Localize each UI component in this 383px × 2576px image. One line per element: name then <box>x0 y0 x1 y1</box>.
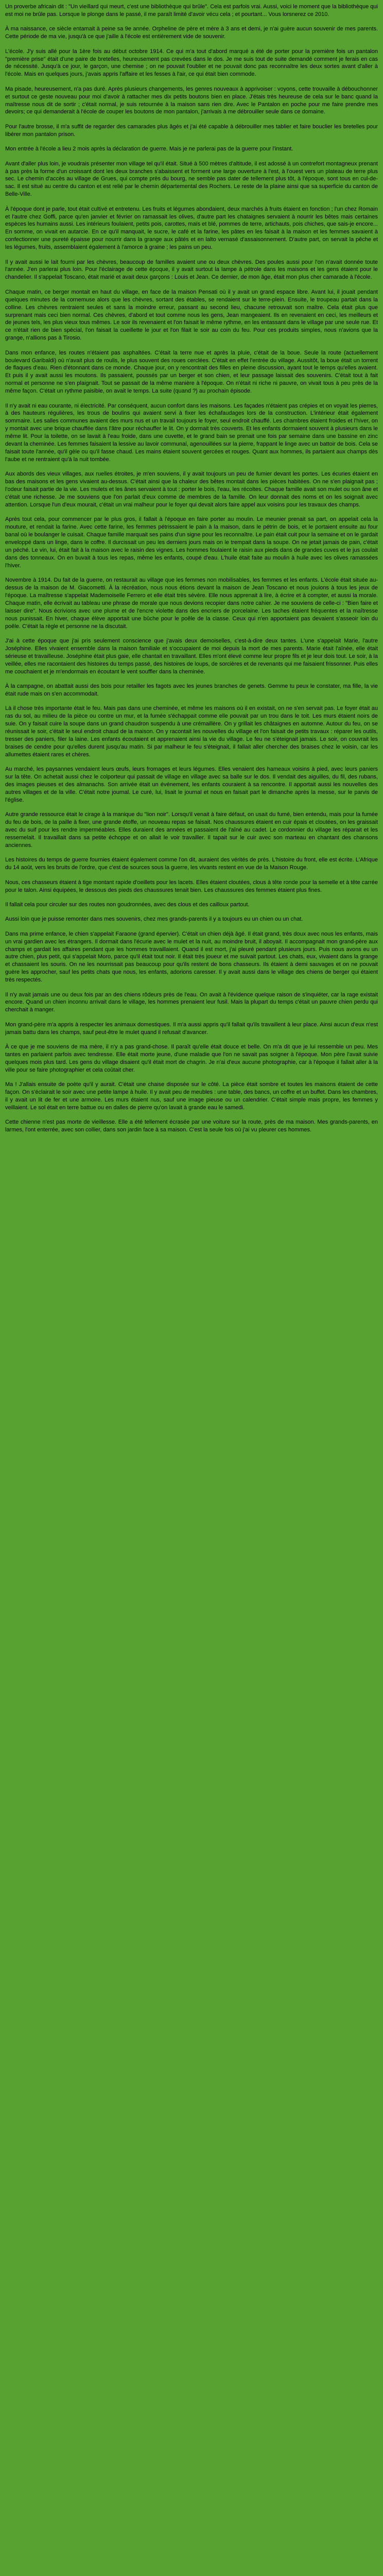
paragraph: Au marché, les paysannes vendaient leurs œufs, leurs fromages et leurs légumes. Elles venaient des hameaux voisins à pied, avec leurs paniers sur la tête. On achetait aussi chez le colporteur qui passait de village en village avec sa balle sur le dos. Il vendait des aiguilles, du fil, des rubans, des images pieuses et des almanachs. Son arrivée était un événement, les enfants couraient à sa rencontre. Il apportait aussi les nouvelles des autres villages et de la ville. C'était notre journal. Le curé, lui, lisait le journal et nous en faisait part le dimanche après la messe, sur le parvis de l'église. <box>5 766 378 803</box>
paragraph: Cette chienne n'est pas morte de vieillesse. Elle a été tellement écrasée par une voiture sur la route, près de ma maison. Mes grands-parents, en larmes, l'ont enterrée, avec son collier, dans son jardin face à sa maison. C'est la seule fois où j'ai vu pleurer ces hommes. <box>5 1119 378 1133</box>
paragraph: Il n'y avait jamais une ou deux fois par an des chiens rôdeurs près de l'eau. On avait à l'évidence quelque raison de s'inquiéter, car la rage existait encore. Quand un chien inconnu arrivait dans le village, les hommes prenaient leur fusil. Mais la plupart du temps c'était un pauvre chien perdu qui cherchait à manger. <box>5 991 378 1013</box>
paragraph: Dans ma prime enfance, le chien s'appelait Faraone (grand épervier). C'était un chien déjà âgé. Il était grand, très doux avec nous les enfants, mais un vrai gardien avec les étrangers. Il dormait dans l'écurie avec le mulet et la nuit, au moindre bruit, il aboyait. Il accompagnait mon grand-père aux champs et gardait les affaires pendant que les hommes travaillaient. Quand il est mort, j'ai pleuré pendant plusieurs jours. Puis nous avons eu un autre chien, plus petit, qui s'appelait Moro, parce qu'il était tout noir. Il était très joueur et me suivait partout. Les chats, eux, vivaient dans la grange et chassaient les souris. On ne les nourrissait pas beaucoup pour qu'ils restent de bons chasseurs. Ils étaient à demi sauvages et on ne pouvait guère les approcher, sauf les petits chats que nous, les enfants, adorions caresser. Il y avait aussi dans le village des chiens de berger qui étaient très respectés. <box>5 930 378 984</box>
paragraph: À l'époque dont je parle, tout était cultivé et entretenu. Les fruits et légumes abondaient, deux marchés à fruits étaient en fonction ; l'un chez Romain et l'autre chez Goffi, parce qu'en janvier et février on ramassait les olives, d'autre part les chataignes servaient à nourrir les bêtes mais certaines espèces les humains aussi. Les intérieurs foulaient, petits pois, carottes, maïs et blé, pommes de terre, artichauts, pois chiches, que sais-je encore... En somme, on vivait en autarcie. En ce qu'il manquait, le sucre, le café et la farine, les pâtes en les faisait à la maison et les femmes savaient à confectionner une pureté épaisse pour nourrir dans la grange aux pâtés et en lalto vernasé d'assaisonnement. D'autre part, on servait la pêche et les légumes, fruits, assemblaient également à l'amorce à graine ; les pains un peu. <box>5 206 378 251</box>
paragraph: À ce que je me souviens de ma mère, il n'y a pas grand-chose. Il paraît qu'elle était douce et belle. On m'a dit que je lui ressemble un peu. Mes tantes en parlaient parfois avec tendresse. Elle était morte jeune, d'une maladie que l'on ne savait pas soigner à l'époque. Mon père l'avait suivie quelques mois plus tard. Les gens du village disaient qu'il était mort de chagrin. Je n'ai d'eux aucune photographie, car à l'époque il fallait aller à la ville pour se faire photographier et cela coûtait cher. <box>5 1044 378 1073</box>
paragraph: Aux abords des vieux villages, aux ruelles étroites, je m'en souviens, il y avait toujours un peu de fumier devant les portes. Les écuries étaient en bas des maisons et les gens vivaient au-dessus. C'était ainsi que la chaleur des bêtes montait dans les pièces habitées. On ne s'en plaignait pas ; l'odeur faisait partie de la vie. Les mulets et les ânes servaient à tout : porter le bois, l'eau, les récoltes. Chaque famille avait son mulet ou son âne et c'était une richesse. Je me souviens que l'on parlait d'eux comme de membres de la famille. On leur donnait des noms et on les soignait avec attention. Lorsque l'un d'eux mourait, c'était un vrai malheur pour le foyer qui devait alors faire appel aux voisins pour les travaux des champs. <box>5 471 378 508</box>
paragraph: Autre grande ressource était le cirage à la manique du "lion noir". Lorsqu'il venait à faire défaut, on usait du fumé, bien entendu, mais pour la fumée du feu de bois, de la paille à fixer, une grande étoffe, un nouveau repas se faisait. Nos chaussures étaient en cuir épais et cloutées, on les graissait avec du suif pour les rendre imperméables. Elles duraient des années et passaient de l'aîné au cadet. Le cordonnier du village les réparait et les ressemelait. Il travaillait dans sa petite échoppe et on allait le voir travailler. Il tapait sur le cuir avec son marteau en chantant des chansons anciennes. <box>5 811 378 849</box>
paragraph: J'ai à cette époque que j'ai pris seulement conscience que j'avais deux demoiselles, c'est-à-dire deux tantes. L'une s'appelait Marie, l'autre Joséphine. Elles vivaient ensemble dans la maison familiale et s'occupaient de moi depuis la mort de mes parents. Marie était l'aînée, elle était sérieuse et travailleuse. Joséphine était plus gaie, elle chantait en travaillant. Elles m'ont élevé comme leur propre fils et je leur dois tout. Le soir, à la veillée, elles me racontaient des histoires du temps passé, des histoires de loups, de sorcières et de revenants qui me faisaient frissonner. Puis elles me couchaient et je m'endormais en écoutant le vent souffler dans la cheminée. <box>5 638 378 675</box>
paragraph: Nous, ces chasseurs étaient à tige montant rapide d'oeillets pour les lacets. Elles étaient cloutées, clous à tête ronde pour la semelle et à tête carrée pour le talon. Ainsi équipées, le dessous des pieds des chaussures tenait bien. Les chaussures des femmes étaient plus fines. <box>5 879 378 893</box>
paragraph: Avant d'aller plus loin, je voudrais présenter mon village tel qu'il était. Situé à 500 mètres d'altitude, il est adossé à un contrefort montagneux prenant à pas près la forme d'un croissant dont les deux branches s'abaissent et forment une large ouverture à l'est, à l'ouest vers un plateau de terre plus sec. Le chemin d'accès au village de Grues, qui compte près du bourg, ne semble pas dater de tellement plus tôt, à l'époque, sont tous en cul-de-sac. Il est situé au centre du canton et est relié par le chemin départemental des Rochers. Le reste de la plaine ainsi que sa superficie du canton de Belle-Ville. <box>5 160 378 198</box>
paragraph: Un proverbe africain dit : "Un vieillard qui meurt, c'est une bibliothèque qui brûle". Cela est parfois vrai. Aussi, voici le moment que la bibliothèque qui est moi ne brûle pas. Lorsque le plonge dans le passé, il me paraît limité d'avoir vécu cela ; et pourtant... Vous lorsnerez ce 2010. <box>5 4 378 18</box>
paragraph: Mon grand-père m'a appris à respecter les animaux domestiques. Il m'a aussi appris qu'il fallait qu'ils travaillent à leur place. Ainsi aucun d'eux n'est jamais battu dans les champs, sauf peut-être le mulet quand il refusait d'avancer. <box>5 1021 378 1036</box>
paragraph: Là il chose très importante était le feu. Mais pas dans une cheminée, et même les maisons où il en existait, on ne s'en servait pas. Le foyer était au ras du sol, au milieu de la pièce ou contre un mur, et la fumée s'échappait comme elle pouvait par un trou dans le toit. Les murs étaient noirs de suie. On y faisait cuire la soupe dans un grand chaudron suspendu à une crémaillère. On y grillait les châtaignes en automne. Autour du feu, on se réunissait le soir, c'était le seul endroit chaud de la maison. On y racontait les nouvelles du village et l'on faisait de petits travaux : réparer les outils, tresser des paniers, filer la laine. Les enfants écoutaient et apprenaient ainsi la vie du village. Le feu ne s'éteignait jamais. Le soir, on couvrait les braises de cendre pour qu'elles durent jusqu'au matin. Si par malheur le feu s'éteignait, il fallait aller chercher des braises chez le voisin, car les allumettes étaient rares et chères. <box>5 705 378 758</box>
paragraph: Il y avait aussi le lait fourni par les chèvres, beaucoup de familles avaient une ou deux chèvres. Des poules aussi pour l'on n'avait donnée toute l'année. J'en parlerai plus loin. Pour l'éclairage de cette époque, il y avait surtout la lampe à pétrole dans les maisons et les gens étaient pour le chandelier. Il s'appelait Toscano, était marié et avait deux garçons : Louis et Jean. Ce dernier, de mon âge, était mon plus cher camarade à l'école. <box>5 259 378 281</box>
paragraph: Les histoires du temps de guerre fournies étaient également comme l'on dit, auraient des vérités de près. L'histoire du front, elle est écrite. L'Afrique du 14 août, vers les bruits de l'ordre, que c'est de sources sous la guerre, les vivants restent en vue de la Maison Rouge. <box>5 857 378 871</box>
paragraph: Mon entrée à l'école a lieu 2 mois après la déclaration de guerre. Mais je ne parlerai pas de la guerre pour l'instant. <box>5 146 293 152</box>
memoir-article <box>5 3 378 2576</box>
paragraph: Ma ! J'allais ensuite de poète qu'il y aurait. C'était une chaise disposée sur le côté. La pièce était sombre et toutes les maisons étaient de cette façon. On s'éclairait le soir avec une petite lampe à huile. Il y avait peu de meubles : une table, des bancs, un coffre et un buffet. Dans les chambres, il y avait un lit de fer et une armoire. Les murs étaient nus, sauf une image pieuse ou un calendrier. C'était simple mais propre, les femmes y veillaient. Le sol était en terre battue ou en dalles de pierre qu'on lavait à grande eau le samedi. <box>5 1081 378 1111</box>
paragraph: Il n'y avait ni eau courante, ni électricité. Par conséquent, aucun confort dans les maisons. Les façades n'étaient pas crépies et on voyait les pierres, à des hauteurs régulières, les trous de boulins qui avaient servi à fixer les échafaudages lors de la construction. L'intérieur était également sommaire. Les salles communes avaient des murs nus et un travail toujours le foyer, seul endroit chauffé. Les chambres étaient froides et l'hiver, on y montait avec une brique chauffée dans l'âtre pour réchauffer le lit. On y dormait très couverts. Et les enfants dormaient souvent à plusieurs dans le même lit. Pour la toilette, on se lavait à l'eau froide, dans une cuvette, et le grand bain se prenait une fois par semaine dans une bassine en zinc devant la cheminée. Les femmes faisaient la lessive au lavoir communal, agenouillées sur la pierre, frappant le linge avec un battoir de bois. Cela se faisait toute l'année, qu'il gèle ou qu'il fasse chaud. Les mains étaient souvent gercées et rouges. Quant aux hommes, ils partaient aux champs dès l'aube et ne rentraient qu'à la nuit tombée. <box>5 402 378 463</box>
paragraph: Chaque matin, ce berger montait en haut du village, en face de la maison Pensati où il y avait un grand espace libre. Avant lui, il jouait pendant quelques minutes de la cornemuse alors que les chèvres, sortant des étables, se rendaient sur le terre-plein. Ensuite, le troupeau partait dans la colline. Les chèvres rentraient seules et sans la moindre erreur, passant au second lieu, chacune retrouvait son maître. Cela était plus que surprenant mais ceci bien normal. Ces chèvres, d'abord et tout comme nous les gens, Jean mangeaient. Ils en revenaient en ceci, les meilleurs et de jeunes tels, les plus vieux tous mêmes. Le soir ils revenaient et l'on faisait le même rythme, en les entassant dans le village par une seule rue. Et ce n'était rien de bien spécial, l'on faisait la cueillette le jour et l'on filait le soir au coin du feu. Pour ces produits simples, nous n'avions que la grange, n'allions pas à Tirosio. <box>5 289 378 342</box>
paragraph: Ma pisade, heureusement, n'a pas duré. Après plusieurs changements, les genres nouveaux à apprivoiser : voyons, cette trouvaille à débouchonner et surtout ce geste nouveau pour moi d'avoir à rattacher mes dix petits boutons bien en place. J'étais très heureuse de cela sur le banc quand la maîtresse nous dit de sortir ; c'était normal, je suis retournée à la maison sans rien dire. Avec le Pantalon en poche pour me faire prendre mes devoirs; ce qui demanderait à l'école de couper les boutons de mon pantalon, j'arrivais à me débrouiller seule dans ce domaine. <box>5 86 378 115</box>
paragraph: Dans mon enfance, les routes n'étaient pas asphaltées. C'était la terre nue et après la pluie, c'était de la boue. Seule la route (actuellement boulevard Garibaldi) où n'avait plus de roulis, le plus souvent des roues cerclées. C'était en effet l'entrée du village. Aussitôt, la boue était un torrent de flaques d'eau. Rien d'étonnant dans ce monde. Chaque jour, on y rencontrait des filles en pleine discussion, ayant tout le temps qu'elles avaient. Et puis il y avait aussi les moutons. Ils passaient, poussés par un berger et son chien, et leur passage laissait des souvenirs. C'était tout à fait normal et personne ne s'en plaignait. Tout se passait de la même manière à l'époque. On n'était ni riche ni pauvre, on vivait tous à peu près de la même façon. C'était un rythme paisible, on avait le temps. La suite (quand ?) au prochain épisode. <box>5 349 378 395</box>
paragraph: Aussi loin que je puisse remonter dans mes souvenirs, chez mes grands-parents il y a toujours eu un chien ou un chat. <box>5 916 303 923</box>
paragraph: Il fallait cela pour circuler sur des routes non goudronnées, avec des clous et des cailloux partout. <box>5 901 250 908</box>
paragraph: L'école. J'y suis allé pour la 1ère fois au début octobre 1914. Ce qui m'a tout d'abord marqué a été de porter pour la première fois un pantalon "première prise" était d'une paire de bretelles, heureusement pas crevées dans le dos. Je me suis tout de suite demandé comment je ferais en cas de nécessité. Jusqu'à ce jour, le garçon, une chemise ; on ne pouvait l'oublier et ne pouvait donc pas reconnaître les deux sortes avant d'aller à l'école. Mais en quelques jours, j'avais appris l'affaire et les fesses à l'air, ce qui était bien commode. <box>5 48 378 78</box>
paragraph: À la campagne, on abattait aussi des bois pour retailler les fagots avec les jeunes branches de genets. Gemme tu peux le constater, ma fille, la vie était rude mais on s'en accommodait. <box>5 683 378 697</box>
paragraph: À ma naissance, ce siècle entamait à peine sa 9e année. Orpheline de père et mère à 3 ans et demi, je n'ai guère aucun souvenir de mes parents. Cette période de ma vie, jusqu'à ce que j'aille à l'école est entièrement vide de souvenir. <box>5 26 378 40</box>
paragraph: Après tout cela, pour commencer par le plus gros, il fallait à l'époque en faire porter au moulin. Le meunier prenait sa part, on appelait cela la mouture, et rendait la farine. Avec cette farine, les femmes pétrissaient le pain à la maison, dans le pétrin de bois, et le portaient ensuite au four banal où le boulanger le cuisait. Chaque famille marquait ses pains d'un signe pour les reconnaître. Le pain était cuit pour la semaine et on le gardait enveloppé dans un linge, dans le coffre. Il durcissait un peu les derniers jours mais on le trempait dans la soupe. On ne jetait jamais de pain, c'était un péché. Le vin, lui, était fait à la maison avec le raisin des vignes. Les hommes foulaient le raisin aux pieds dans de grandes cuves et le jus coulait dans des tonneaux. On en buvait à tous les repas, même les enfants, coupé d'eau. L'huile était faite au moulin à huile avec les olives ramassées l'hiver. <box>5 516 378 569</box>
paragraph: Pour l'autre brosse, il m'a suffit de regarder des camarades plus âgés et j'ai été capable à débrouiller mes tablier et faire bouclier les bretelles pour libérer mon pantalon prison. <box>5 123 378 138</box>
paragraph: Novembre à 1914. Du fait de la guerre, on restaurait au village que les femmes non mobilisables, les femmes et les enfants. L'école était située au-dessus de la maison de M. Giacometti. À la récréation, nous nous étions devant la maison de Jean Toscano et nous jouions à tous les jeux de l'époque. La maîtresse s'appelait Mademoiselle Ferrero et elle était très sévère. Elle nous apprenait à lire, à écrire et à compter, et aussi la morale. Chaque matin, elle écrivait au tableau une phrase de morale que nous devions recopier dans notre cahier. Je me souviens de celle-ci : "Bien faire et laisser dire". Nous écrivions avec une plume et de l'encre violette dans des encriers de porcelaine. Les taches étaient fréquentes et la maîtresse nous punissait. En hiver, chaque élève apportait une bûche pour le poêle de la classe. Ceux qui n'en apportaient pas devaient s'asseoir loin du poêle. C'était la règle et personne ne la discutait. <box>5 577 378 630</box>
